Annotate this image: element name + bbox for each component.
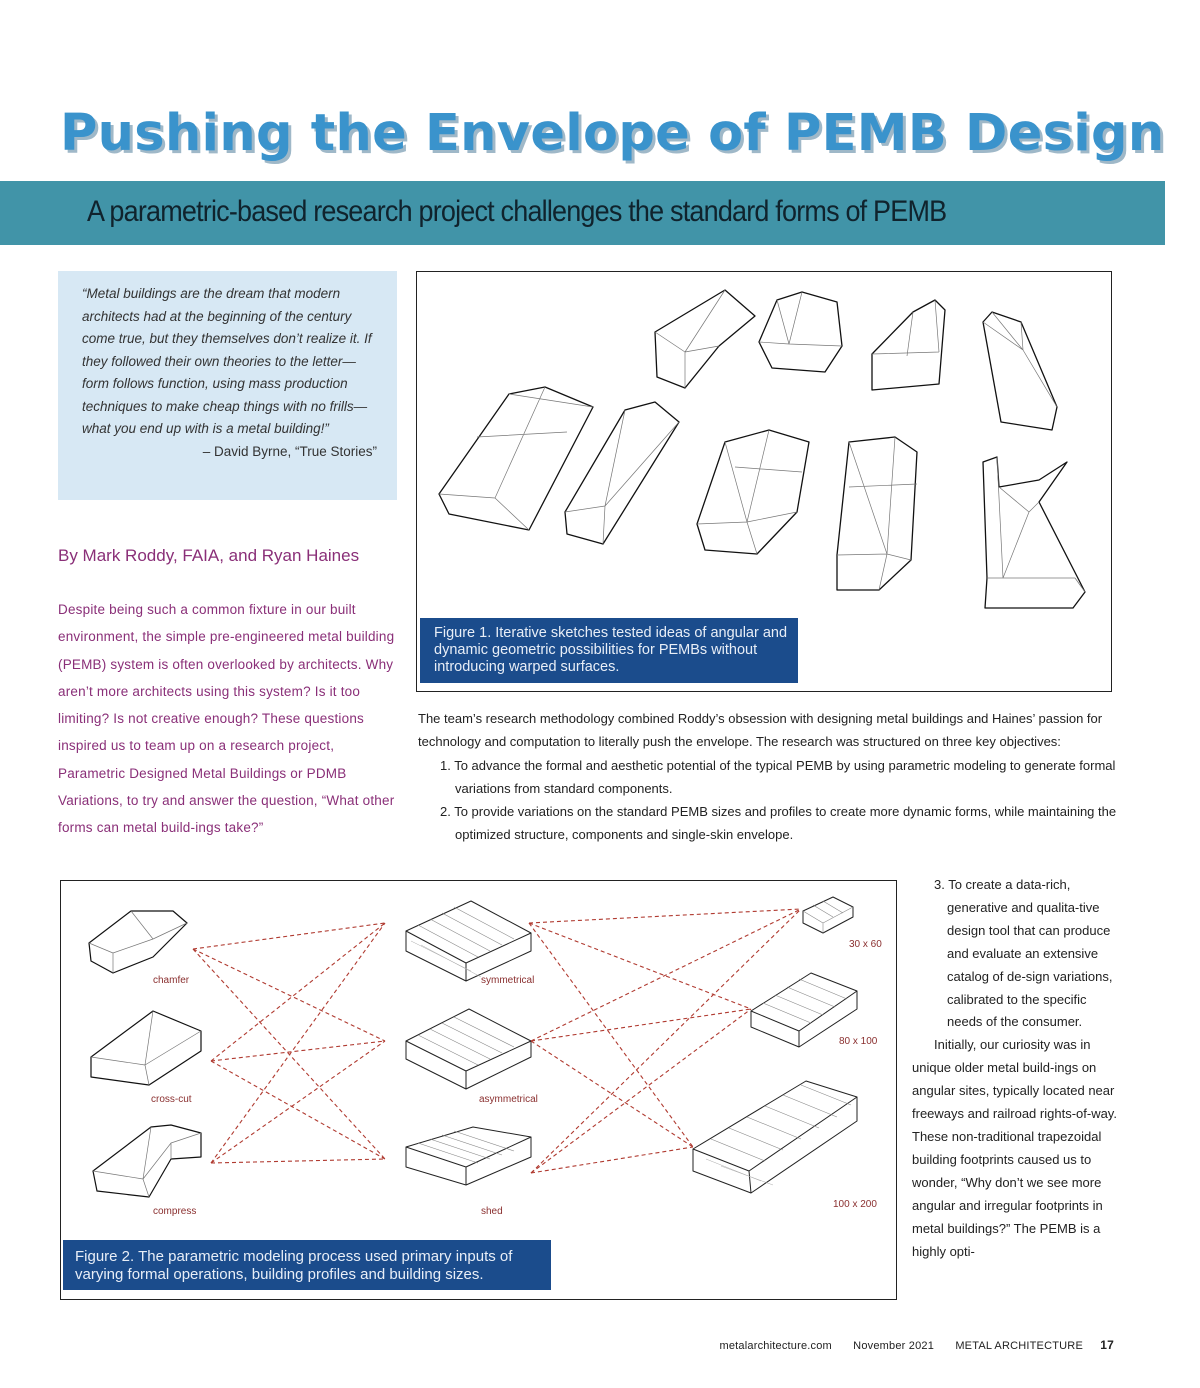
subtitle-band bbox=[0, 181, 1165, 245]
article-title: Pushing the Envelope of PEMB Design bbox=[60, 104, 1165, 163]
footer-magazine: METAL ARCHITECTURE bbox=[955, 1340, 1083, 1352]
sketch-8 bbox=[837, 437, 917, 590]
objective-1: 1. To advance the formal and aesthetic potential of the typical PEMB by using parametric modeling to generate formal variations from standard components. bbox=[440, 757, 1116, 796]
operation-chamfer-model bbox=[89, 911, 187, 973]
figure-1-caption: Figure 1. Iterative sketches tested ideas of angular and dynamic geometric possibilities for PEMBs without introducing warped surfaces. bbox=[420, 618, 798, 683]
label-size-100x200: 100 x 200 bbox=[833, 1199, 877, 1210]
label-size-80x100: 80 x 100 bbox=[839, 1036, 878, 1047]
figure-2-caption: Figure 2. The parametric modeling process used primary inputs of varying formal operations, building profiles and building sizes. bbox=[63, 1240, 551, 1290]
label-chamfer: chamfer bbox=[153, 975, 190, 986]
sketch-3 bbox=[872, 300, 945, 390]
article-subtitle: A parametric-based research project challenges the standard forms of PEMB bbox=[87, 195, 947, 228]
page-footer bbox=[702, 1338, 1115, 1352]
objective-3: 3. To create a data-rich, generative and qualita-tive design tool that can produce and evaluate an extensive catalog of de-sign variations, calibrated to the specific needs of the consumer. bbox=[934, 877, 1113, 1030]
quote-text: “Metal buildings are the dream that modern architects had at the beginning of the century come true, but they themselves don’t realize it. If they followed their own theories to the letter—form follows function, using mass production techniques to make cheap things with no frills—what you end up with is a metal building!” bbox=[82, 286, 372, 436]
sketch-1 bbox=[655, 290, 755, 388]
quote-attribution: – David Byrne, “True Stories” bbox=[202, 443, 377, 459]
sketch-9 bbox=[983, 457, 1085, 608]
body-paragraph-2: Initially, our curiosity was in unique older metal build-ings on angular sites, typically located near freeways and railroad rights-of-way. These non-traditional trapezoidal building footprints caused us to wonder, “Why don’t we see more angular and irregular footprints in metal buildings?” The PEMB is a highly opti- bbox=[912, 1037, 1117, 1259]
label-cross-cut: cross-cut bbox=[151, 1094, 192, 1105]
body-column-right bbox=[912, 874, 1122, 1263]
operation-cross-cut-model bbox=[91, 1011, 201, 1085]
body-intro: The team’s research methodology combined Roddy’s obsession with designing metal buildings and Haines’ passion for technology and computation to literally push the envelope. The research was structured on three key objectives: bbox=[418, 711, 1103, 750]
figure-2-diagram bbox=[61, 881, 898, 1301]
label-size-30x60: 30 x 60 bbox=[849, 939, 882, 950]
lede-paragraph: Despite being such a common fixture in our built environment, the simple pre-engineered metal building (PEMB) system is often overlooked by architects. Why aren’t more architects using this system? Is it too limiting? Is not creative enough? These questions inspired us to team up on a research project, Parametric Designed Metal Buildings or PDMB Variations, to try and answer the question, “What other forms can metal build-ings take?” bbox=[58, 602, 395, 836]
figure-2 bbox=[60, 880, 897, 1300]
label-shed: shed bbox=[481, 1206, 503, 1217]
pull-quote bbox=[58, 271, 397, 500]
byline: By Mark Roddy, FAIA, and Ryan Haines bbox=[58, 546, 360, 565]
label-compress: compress bbox=[153, 1206, 197, 1217]
body-column-main bbox=[418, 707, 1118, 847]
sketch-5 bbox=[439, 387, 593, 530]
sketch-7 bbox=[697, 430, 809, 554]
profile-symmetrical-model bbox=[406, 901, 531, 981]
sketch-4 bbox=[983, 312, 1057, 430]
profile-shed-model bbox=[406, 1127, 531, 1185]
operation-compress-model bbox=[93, 1125, 201, 1197]
sketch-2 bbox=[759, 292, 842, 372]
size-30x60-model bbox=[803, 897, 853, 933]
label-symmetrical: symmetrical bbox=[481, 975, 535, 986]
footer-website: metalarchitecture.com bbox=[719, 1340, 832, 1352]
label-asymmetrical: asymmetrical bbox=[479, 1094, 538, 1105]
size-100x200-model bbox=[693, 1081, 857, 1193]
page-number: 17 bbox=[1100, 1338, 1114, 1352]
objective-2: 2. To provide variations on the standard PEMB sizes and profiles to create more dynamic forms, while maintaining the optimized structure, components and single-skin envelope. bbox=[440, 804, 1117, 843]
footer-issue: November 2021 bbox=[853, 1340, 935, 1352]
sketch-6 bbox=[565, 402, 679, 544]
profile-asymmetrical-model bbox=[406, 1009, 531, 1089]
